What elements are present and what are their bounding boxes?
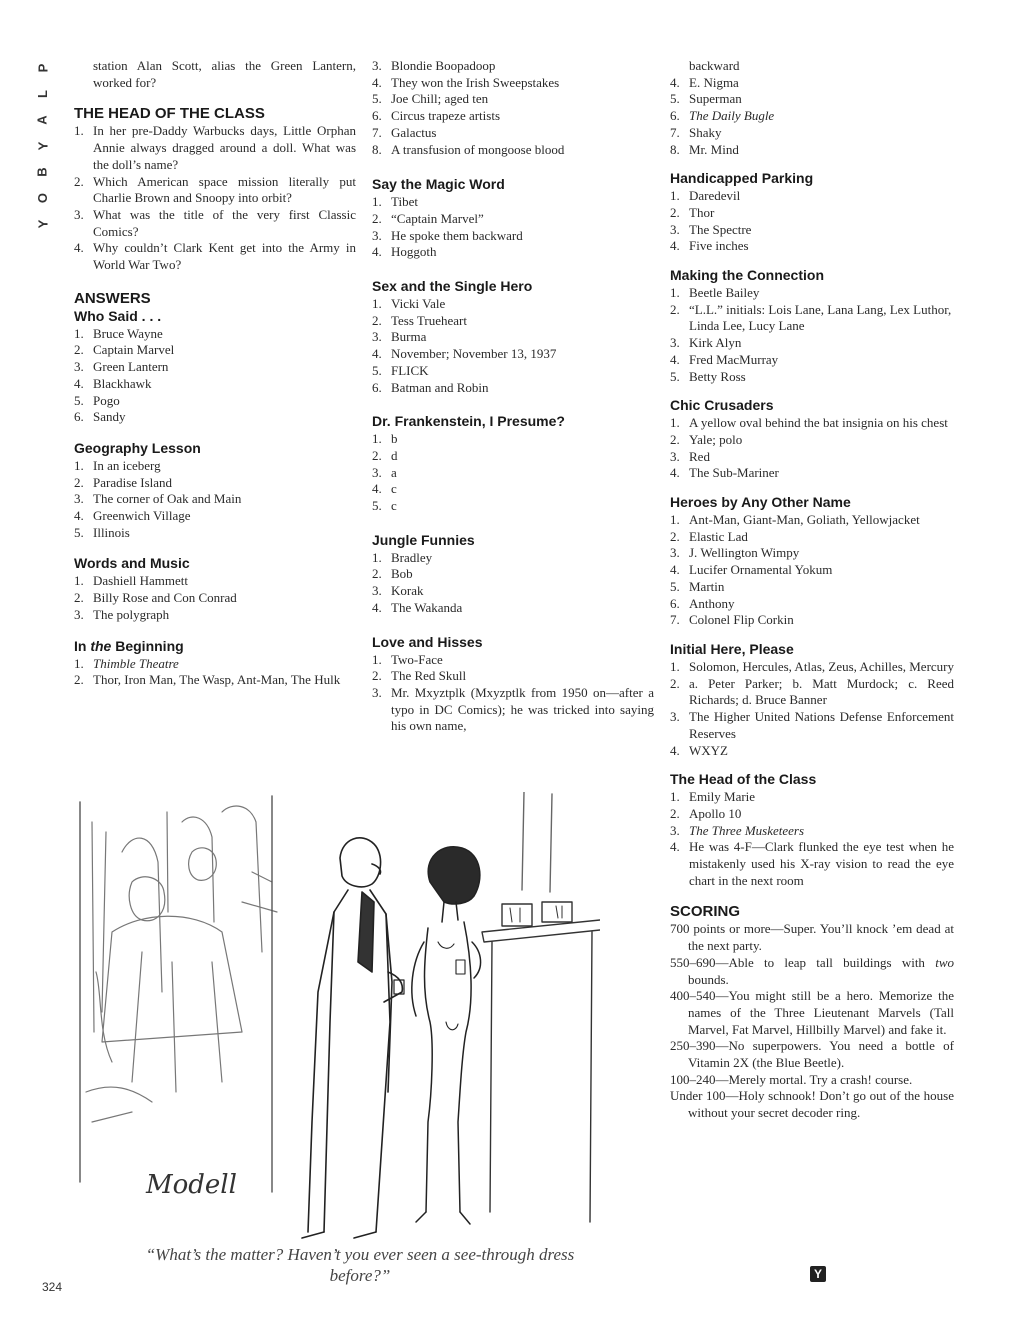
answer-item: 5. Illinois (74, 524, 130, 540)
answer-item: 1. Vicki Vale (372, 296, 446, 312)
section-heading-in-the-beginning: In the Beginning (74, 637, 184, 654)
answer-list (670, 659, 954, 759)
answer-item: 2. “L.L.” initials: Lois Lane, Lana Lang, Lex Luthor, Linda Lee, Lucy Lane (670, 301, 952, 334)
answer-item: 5. c (372, 498, 397, 514)
answer-item: 2. d (372, 447, 398, 463)
section-heading-handicapped: Handicapped Parking (670, 170, 814, 187)
section-heading-who-said: Who Said . . . (74, 307, 162, 324)
man-figure (302, 838, 404, 1238)
woman-figure (412, 847, 481, 1224)
answer-item: 2. Captain Marvel (74, 342, 175, 358)
answer-item: 1. Tibet (372, 194, 418, 210)
answer-item: 2. Yale; polo (670, 431, 743, 447)
answer-item: 3. The corner of Oak and Main (74, 491, 242, 507)
section-heading-magic-word: Say the Magic Word (372, 176, 505, 193)
answer-item: 8. A transfusion of mongoose blood (372, 141, 565, 157)
column-1 (74, 58, 356, 689)
answer-item: 5. Martin (670, 578, 725, 594)
answer-item: 4. c (372, 481, 397, 497)
answer-item: 4. The Sub-Mariner (670, 465, 779, 481)
scoring-item: 250–390—No superpowers. You need a bottle of Vitamin 2X (the Blue Beetle). (670, 1038, 954, 1071)
column-3 (670, 58, 954, 1122)
answer-item: 2. Billy Rose and Con Conrad (74, 590, 237, 606)
answer-item: 4. Blackhawk (74, 375, 152, 391)
answer-item: 1. Beetle Bailey (670, 285, 760, 301)
answer-item: 4. They won the Irish Sweepstakes (372, 74, 560, 90)
question-item: 3. What was the title of the very first Classic Comics? (74, 206, 356, 239)
answer-list (670, 789, 954, 889)
brand-letter: A (34, 115, 50, 125)
answer-item: 5. Joe Chill; aged ten (372, 91, 489, 107)
answer-item: 1. Dashiell Hammett (74, 573, 188, 589)
question-item: 1. In her pre-Daddy Warbucks days, Little Orphan Annie always dragged around a doll. What was the doll’s name? (74, 123, 356, 172)
scoring-item: 550–690—Able to leap tall buildings with two bounds. (670, 954, 954, 987)
question-continuation: station Alan Scott, alias the Green Lantern, worked for? (93, 58, 356, 90)
answer-item: 3. Kirk Alyn (670, 335, 742, 351)
answer-item: 1. Ant-Man, Giant-Man, Goliath, Yellowjacket (670, 512, 920, 528)
answer-item: 3. Burma (372, 329, 427, 345)
answer-continuation: backward (689, 58, 740, 73)
answer-item: 2. Bob (372, 566, 413, 582)
answer-list (74, 458, 356, 542)
answer-item: 3. The polygraph (74, 606, 170, 622)
answer-item: 1. Emily Marie (670, 789, 756, 805)
answer-item: 3. The Spectre (670, 221, 752, 237)
answer-item: 1. A yellow oval behind the bat insignia on his chest (670, 415, 948, 431)
answer-item: 6. Circus trapeze artists (372, 108, 501, 124)
section-heading-frankenstein: Dr. Frankenstein, I Presume? (372, 413, 565, 430)
answer-item: 1. Thimble Theatre (74, 655, 179, 671)
end-mark-icon: Y (810, 1266, 826, 1282)
answer-item: 3. Blondie Boopadoop (372, 58, 496, 73)
answer-list (74, 573, 356, 623)
brand-letter: B (34, 167, 50, 177)
crowd-sketch (86, 806, 277, 1122)
answer-item: 3. a (372, 464, 397, 480)
artist-signature: Modell (146, 1170, 237, 1200)
section-heading-chic-crusaders: Chic Crusaders (670, 397, 774, 414)
answer-item: 4. WXYZ (670, 742, 728, 758)
answer-list (74, 656, 356, 689)
section-heading-head-of-class-answers: The Head of the Class (670, 771, 817, 788)
answer-item: 2. Apollo 10 (670, 805, 742, 821)
answer-item: 3. He spoke them backward (372, 227, 523, 243)
answer-item: 7. Colonel Flip Corkin (670, 612, 794, 628)
answer-item: 4. Fred MacMurray (670, 351, 779, 367)
answer-item: 1. Bradley (372, 549, 433, 565)
section-heading-head-of-class: THE HEAD OF THE CLASS (74, 105, 265, 123)
answer-item: 3. The Higher United Nations Defense Enforcement Reserves (670, 709, 954, 741)
bar-counter (482, 792, 600, 1222)
cartoon-caption: “What’s the matter? Haven’t you ever seen a see-through dress before?” (145, 1245, 575, 1285)
answer-item: 4. He was 4-F—Clark flunked the eye test when he mistakenly used his X-ray vision to read the eye chart in the next room (670, 839, 954, 888)
column-2 (372, 58, 654, 735)
scoring-heading: SCORING (670, 903, 741, 921)
answer-list (670, 512, 954, 629)
answer-item: 4. November; November 13, 1937 (372, 346, 557, 362)
answer-list (74, 326, 356, 426)
answer-item: 7. Shaky (670, 124, 722, 140)
answer-list (372, 58, 654, 158)
scoring-list (670, 921, 954, 1121)
answer-item: 1. Solomon, Hercules, Atlas, Zeus, Achilles, Mercury (670, 658, 955, 674)
answer-item: 1. Two-Face (372, 651, 443, 667)
brand-letter: O (35, 192, 50, 204)
question-item: 2. Which American space mission literally put Charlie Brown and Snoopy into orbit? (74, 173, 356, 206)
answer-item: 7. Galactus (372, 124, 437, 140)
section-heading-connection: Making the Connection (670, 267, 824, 284)
answer-item: 3. The Three Musketeers (670, 822, 805, 838)
brand-letter: Y (34, 141, 50, 151)
answer-list (372, 550, 654, 617)
answer-item: 4. Hoggoth (372, 244, 437, 260)
answer-item: 4. E. Nigma (670, 74, 739, 90)
answer-list (670, 415, 954, 482)
answer-item: 6. Sandy (74, 409, 126, 425)
answer-list (372, 652, 654, 736)
answers-heading: ANSWERS (74, 289, 151, 307)
section-heading-jungle: Jungle Funnies (372, 531, 475, 548)
section-heading-words-music: Words and Music (74, 555, 190, 572)
answer-item: 4. Five inches (670, 238, 749, 254)
scoring-item: 700 points or more—Super. You’ll knock ’em dead at the next party. (670, 921, 954, 954)
answer-item: 3. Green Lantern (74, 359, 169, 375)
magazine-side-brand (34, 60, 54, 232)
scoring-item: Under 100—Holy schnook! Don’t go out of the house without your secret decoder ring. (670, 1088, 954, 1121)
answer-list (670, 285, 954, 385)
answer-item: 6. The Daily Bugle (670, 108, 775, 124)
answer-item: 6. Anthony (670, 595, 735, 611)
answer-list (372, 431, 654, 515)
scoring-item: 100–240—Merely mortal. Try a crash! course. (670, 1071, 913, 1087)
answer-item: 2. Tess Trueheart (372, 312, 468, 328)
section-heading-geography: Geography Lesson (74, 439, 201, 456)
answer-item: 4. Greenwich Village (74, 508, 191, 524)
section-heading-love-hisses: Love and Hisses (372, 633, 483, 650)
answer-item: 5. Superman (670, 91, 742, 107)
answer-item: 4. Lucifer Ornamental Yokum (670, 562, 833, 578)
answer-list (372, 296, 654, 396)
answer-item: 4. The Wakanda (372, 599, 463, 615)
answer-item: 2. Elastic Lad (670, 528, 748, 544)
section-heading-initial-here: Initial Here, Please (670, 640, 794, 657)
answer-item: 3. Mr. Mxyztplk (Mxyzptlk from 1950 on—after a typo in DC Comics); he was tricked into saying his own name, (372, 684, 654, 734)
question-list (74, 123, 356, 273)
answer-item: 5. FLICK (372, 362, 429, 378)
brand-letter: Y (34, 219, 50, 229)
question-item: 4. Why couldn’t Clark Kent get into the Army in World War Two? (74, 240, 356, 273)
brand-letter: L (34, 90, 50, 98)
answer-item: 2. Thor, Iron Man, The Wasp, Ant-Man, The Hulk (74, 672, 341, 688)
section-heading-single-hero: Sex and the Single Hero (372, 278, 533, 295)
answer-item: 1. In an iceberg (74, 457, 161, 473)
scoring-item: 400–540—You might still be a hero. Memorize the names of the Three Lieutenant Marvels (Tall Marvel, Fat Marvel, Hillbilly Marvel) and fake it. (670, 988, 954, 1037)
answer-item: 3. Red (670, 448, 710, 464)
brand-letter: P (34, 63, 50, 73)
answer-item: 6. Batman and Robin (372, 379, 489, 395)
answer-item: 1. Bruce Wayne (74, 325, 163, 341)
answer-item: 2. a. Peter Parker; b. Matt Murdock; c. Reed Richards; d. Bruce Banner (670, 675, 954, 708)
answer-list (670, 188, 954, 255)
answer-item: 2. Thor (670, 204, 715, 220)
answer-item: 1. Daredevil (670, 188, 741, 204)
answer-item: 2. Paradise Island (74, 474, 173, 490)
answer-item: 5. Betty Ross (670, 368, 746, 384)
answer-item: 1. b (372, 431, 398, 447)
answer-item: 3. Korak (372, 583, 424, 599)
section-heading-heroes-other-name: Heroes by Any Other Name (670, 494, 851, 511)
answer-list (372, 194, 654, 261)
answer-item: 5. Pogo (74, 392, 120, 408)
answer-item: 8. Mr. Mind (670, 141, 739, 157)
answer-list (670, 75, 954, 159)
answer-item: 2. The Red Skull (372, 668, 467, 684)
answer-item: 2. “Captain Marvel” (372, 210, 484, 226)
answer-item: 3. J. Wellington Wimpy (670, 545, 800, 561)
page-number: 324 (42, 1280, 63, 1294)
